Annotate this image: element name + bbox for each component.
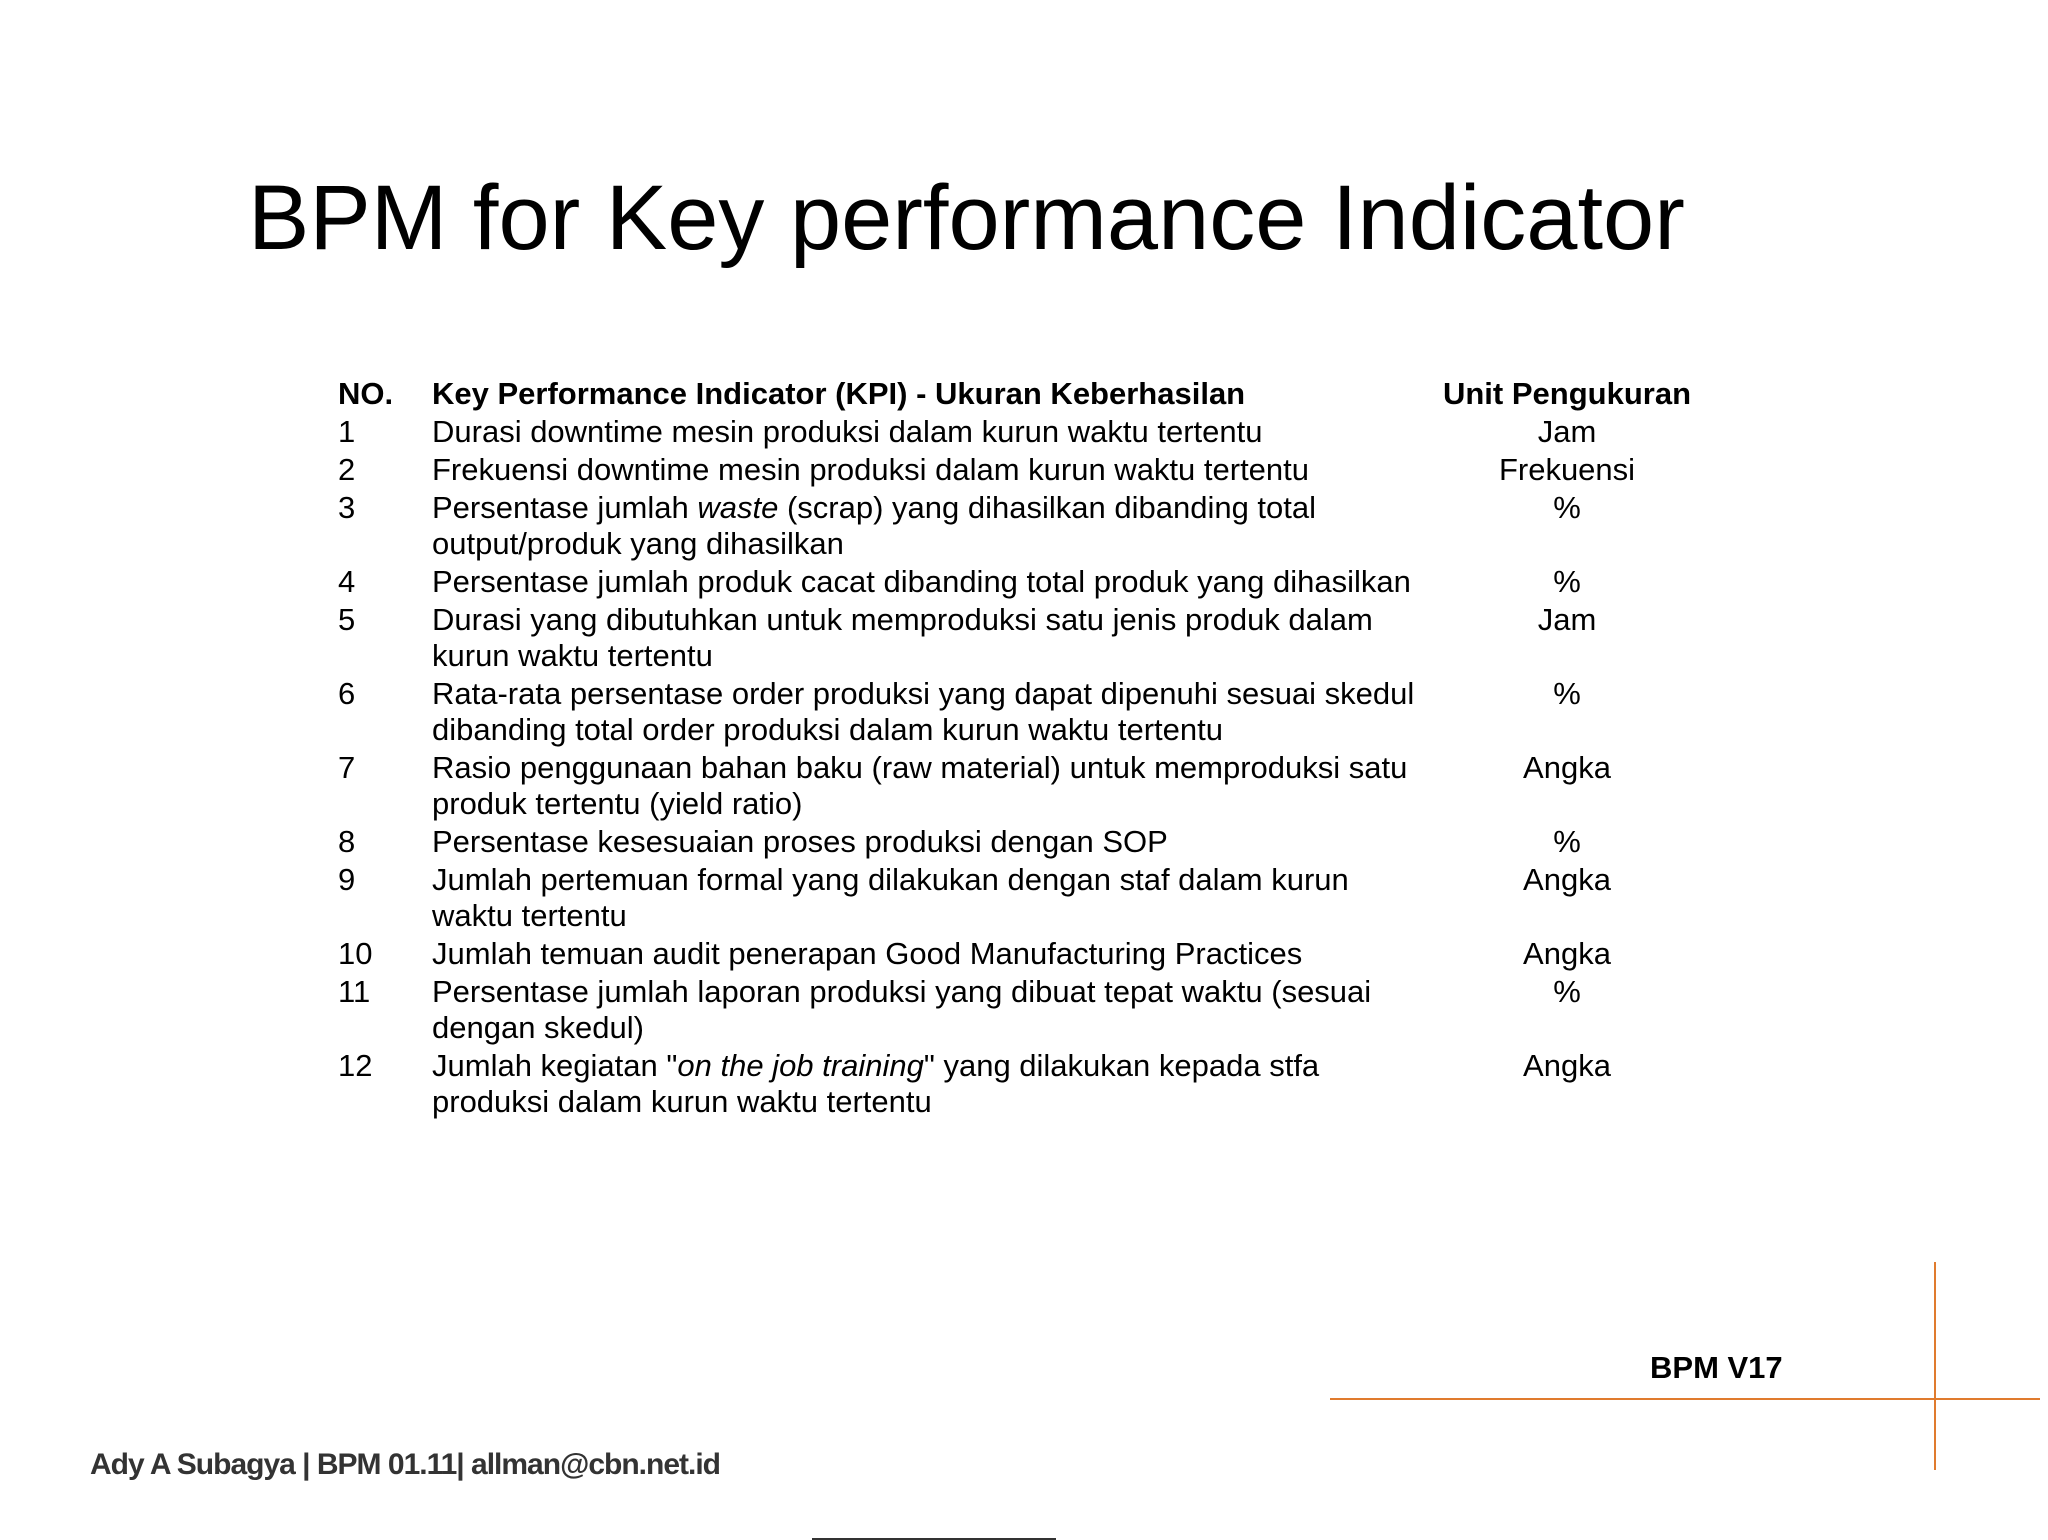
table-row <box>338 750 1717 824</box>
row-unit: % <box>1553 490 1581 525</box>
table-row <box>338 1048 1717 1122</box>
row-no: 12 <box>338 1048 373 1083</box>
row-no: 1 <box>338 414 356 449</box>
table-row <box>338 452 1717 490</box>
row-unit: % <box>1553 676 1581 711</box>
row-unit: Angka <box>1523 1048 1611 1083</box>
table-row <box>338 676 1717 750</box>
row-no: 2 <box>338 452 356 487</box>
row-kpi: Rata-rata persentase order produksi yang dapat dipenuhi sesuai skedul dibanding total order produksi dalam kurun waktu tertentu <box>432 676 1415 747</box>
table-row <box>338 490 1717 564</box>
row-no: 9 <box>338 862 356 897</box>
row-unit: % <box>1553 974 1581 1009</box>
row-kpi: Persentase jumlah produk cacat dibanding total produk yang dihasilkan <box>432 564 1411 599</box>
row-unit: Angka <box>1523 862 1611 897</box>
row-kpi: Rasio penggunaan bahan baku (raw material) untuk memproduksi satu produk tertentu (yield ratio) <box>432 750 1408 821</box>
row-no: 3 <box>338 490 356 525</box>
row-kpi: Persentase jumlah laporan produksi yang dibuat tepat waktu (sesuai dengan skedul) <box>432 974 1372 1045</box>
row-kpi: Persentase kesesuaian proses produksi dengan SOP <box>432 824 1168 859</box>
row-kpi-text: Jumlah kegiatan " <box>432 1048 678 1083</box>
row-no: 11 <box>338 974 371 1009</box>
row-no: 8 <box>338 824 356 859</box>
accent-rule-vertical <box>1934 1262 1936 1470</box>
row-kpi: Durasi downtime mesin produksi dalam kurun waktu tertentu <box>432 414 1263 449</box>
row-unit: Frekuensi <box>1498 452 1636 487</box>
row-no: 4 <box>338 564 356 599</box>
header-no: NO. <box>338 376 394 411</box>
row-kpi-emphasis: on the job training <box>677 1048 924 1083</box>
row-kpi: Frekuensi downtime mesin produksi dalam kurun waktu tertentu <box>432 452 1310 487</box>
row-no: 10 <box>338 936 373 971</box>
row-unit: Angka <box>1523 750 1611 785</box>
row-unit: Jam <box>1537 414 1597 449</box>
table-row <box>338 974 1717 1048</box>
row-unit: Angka <box>1523 936 1611 971</box>
row-unit: % <box>1553 824 1581 859</box>
row-no: 5 <box>338 602 356 637</box>
version-tag: BPM V17 <box>1650 1350 1783 1385</box>
row-kpi: Jumlah temuan audit penerapan Good Manufacturing Practices <box>432 936 1303 971</box>
row-kpi: Jumlah pertemuan formal yang dilakukan dengan staf dalam kurun waktu tertentu <box>432 862 1349 933</box>
table-row <box>338 824 1717 862</box>
row-kpi <box>432 490 1417 564</box>
table-row <box>338 564 1717 602</box>
row-kpi-text: " yang dilakukan kepada stfa produksi dalam kurun waktu tertentu <box>432 1048 1320 1119</box>
table-row <box>338 602 1717 676</box>
table-header-row <box>338 376 1717 414</box>
row-no: 6 <box>338 676 356 711</box>
row-kpi-text: (scrap) yang dihasilkan dibanding total output/produk yang dihasilkan <box>432 490 1317 561</box>
header-unit: Unit Pengukuran <box>1442 376 1691 411</box>
table-row <box>338 936 1717 974</box>
row-unit: % <box>1553 564 1581 599</box>
header-kpi: Key Performance Indicator (KPI) - Ukuran Keberhasilan <box>432 376 1246 411</box>
row-kpi-text: Persentase jumlah <box>432 490 698 525</box>
slide-title: BPM for Key performance Indicator <box>248 167 1685 269</box>
row-unit: Jam <box>1537 602 1597 637</box>
row-kpi: Durasi yang dibutuhkan untuk memproduksi satu jenis produk dalam kurun waktu tertentu <box>432 602 1373 673</box>
table-row <box>338 414 1717 452</box>
table-row <box>338 862 1717 936</box>
row-no: 7 <box>338 750 356 785</box>
footer-credit: Ady A Subagya | BPM 01.11| allman@cbn.net.id <box>90 1448 720 1481</box>
row-kpi-emphasis: waste <box>697 490 779 525</box>
row-kpi <box>432 1048 1417 1122</box>
kpi-table <box>338 376 1717 1122</box>
